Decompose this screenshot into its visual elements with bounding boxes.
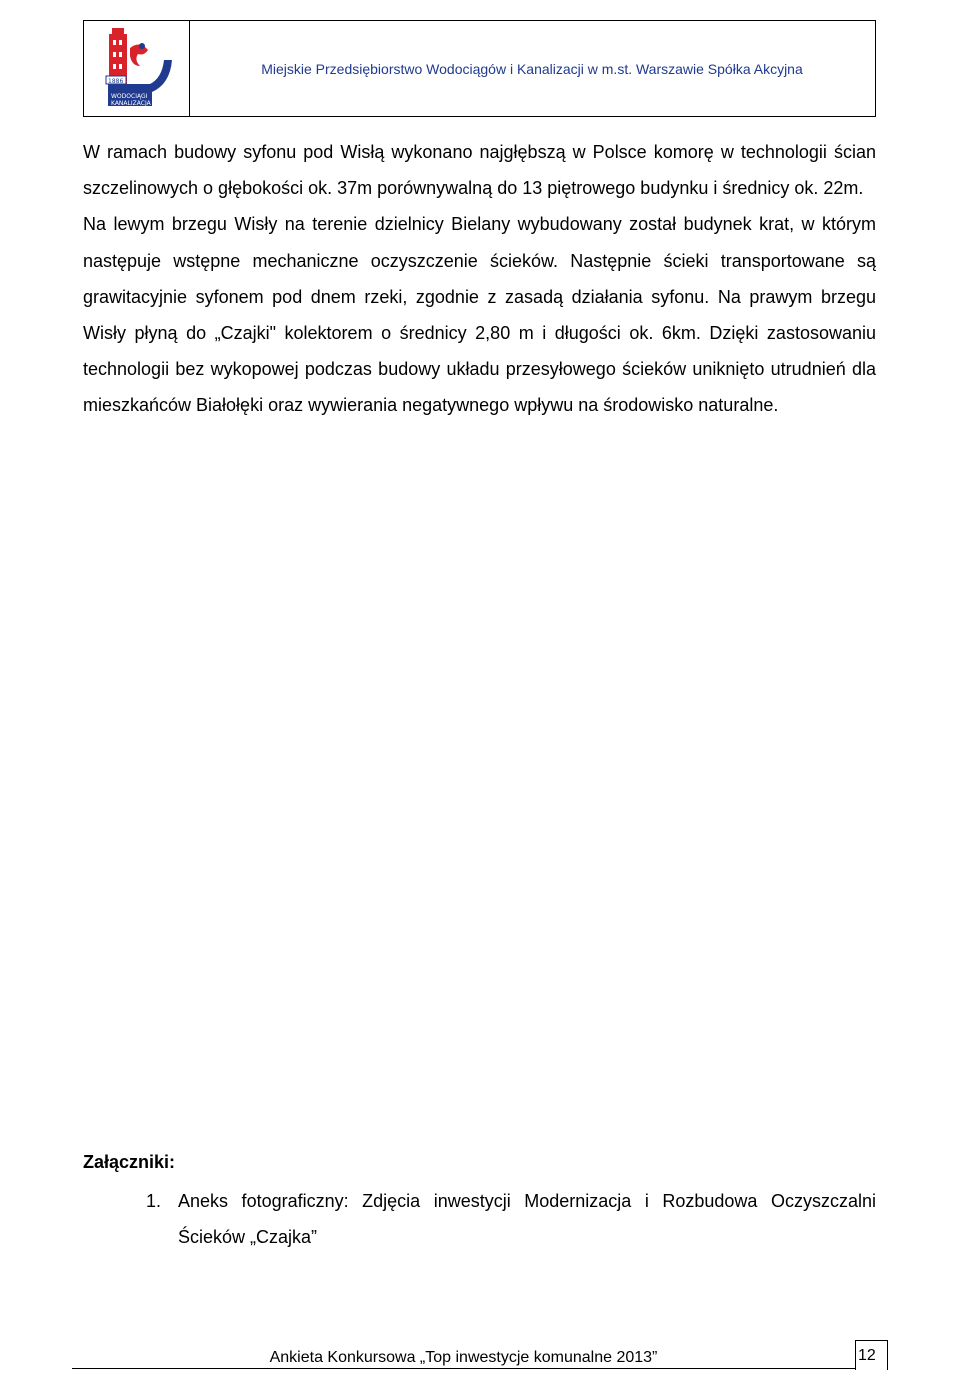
company-name: Miejskie Przedsiębiorstwo Wodociągów i Kanalizacji w m.st. Warszawie Spółka Akcyjna	[261, 61, 803, 77]
page-number-box	[855, 1340, 888, 1370]
paragraph-2: Na lewym brzegu Wisły na terenie dzielnicy Bielany wybudowany został budynek krat, w którym następuje wstępne mechaniczne oczyszczenie ścieków. Następnie ścieki transportowane są grawitacyjnie syfonem pod dnem rzeki, zgodnie z zasadą działania syfonu. Na prawym brzegu Wisły płyną do „Czajki" kolektorem o średnicy 2,80 m i długości ok. 6km. Dzięki zastosowaniu technologii bez wykopowej podczas budowy układu przesyłowego ścieków uniknięto utrudnień dla mieszkańców Białołęki oraz wywierania negatywnego wpływu na środowisko naturalne.	[83, 214, 876, 416]
svg-text:WODOCIĄGI: WODOCIĄGI	[111, 93, 148, 100]
svg-text:KANALIZACJA: KANALIZACJA	[111, 100, 151, 107]
company-logo	[104, 26, 176, 110]
attachment-text: Aneks fotograficzny: Zdjęcia inwestycji Modernizacja i Rozbudowa Oczyszczalni Ścieków „Czajka”	[178, 1191, 876, 1248]
paragraph-1: W ramach budowy syfonu pod Wisłą wykonano najgłębszą w Polsce komorę w technologii ścian szczelinowych o głębokości ok. 37m porównywalną do 13 piętrowego budynku i średnicy ok. 22m.	[83, 142, 876, 199]
page-header	[83, 20, 876, 117]
footer-text: Ankieta Konkursowa „Top inwestycje komunalne 2013”	[269, 1349, 658, 1366]
svg-text:1886: 1886	[108, 78, 124, 85]
logo-text	[104, 26, 176, 110]
logo-cell	[84, 21, 190, 116]
body-text	[83, 134, 876, 424]
page-footer	[72, 1345, 855, 1369]
attachment-number: 1.	[146, 1191, 162, 1211]
footer-divider	[72, 1368, 855, 1369]
attachment-item	[146, 1183, 876, 1255]
page-number: 12	[858, 1347, 876, 1364]
attachments-title: Załączniki:	[83, 1152, 176, 1172]
